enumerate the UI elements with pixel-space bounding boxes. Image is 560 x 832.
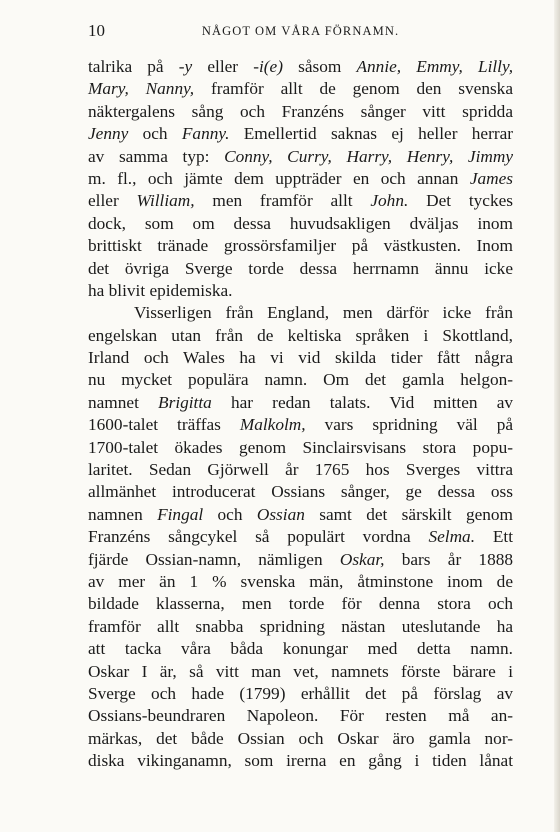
text-segment: allmänhet introducerat Ossians sånger, ge dessa oss — [88, 482, 513, 502]
text-segment: Oskar I är, så vitt man vet, namnets förste bärare i — [88, 661, 513, 681]
text-line — [88, 616, 513, 638]
text-segment: eller — [88, 191, 137, 211]
text-line — [88, 638, 513, 660]
text-segment: laritet. Sedan Gjörwell år 1765 hos Sverges vittra — [88, 460, 513, 480]
italic-text: Oskar, — [339, 549, 385, 569]
text-line — [88, 56, 513, 78]
italic-text: -i(e) — [253, 57, 283, 76]
text-segment: Ossians-beundraren Napoleon. För resten må an- — [88, 706, 513, 726]
italic-text: Selma. — [428, 527, 476, 547]
text-segment: brittiskt tränade grossörsfamiljer på västkusten. Inom — [88, 236, 513, 256]
text-segment: samt det särskilt genom — [304, 504, 513, 524]
text-line — [88, 481, 513, 503]
page-header — [88, 21, 513, 47]
italic-text: -y — [178, 57, 193, 76]
text-segment: bildade klasserna, men torde för denna stora och — [88, 594, 513, 614]
text-line — [88, 571, 513, 593]
italic-text: Annie, Emmy, Lilly, — [356, 57, 514, 76]
text-line — [88, 325, 513, 347]
text-segment: Det tyckes — [408, 191, 513, 211]
text-line — [88, 347, 513, 369]
text-segment: fjärde Ossian-namn, nämligen — [88, 549, 340, 569]
text-segment: vars spridning väl på — [305, 415, 513, 435]
text-line — [88, 437, 513, 459]
page-edge — [554, 0, 560, 832]
text-line — [88, 661, 513, 683]
text-segment: talrika på — [88, 57, 179, 76]
text-line — [88, 280, 513, 302]
italic-text: Jenny — [88, 124, 129, 144]
text-segment: m. fl., och jämte dem uppträder en och annan — [88, 168, 470, 188]
text-segment: Ett — [475, 527, 513, 547]
text-line — [88, 168, 513, 190]
text-line — [88, 683, 513, 705]
text-segment: av samma typ: — [88, 146, 225, 166]
text-line — [88, 369, 513, 391]
italic-text: Conny, Curry, Harry, Henry, Jimmy — [224, 146, 514, 166]
text-segment: eller — [192, 57, 254, 76]
text-line — [88, 213, 513, 235]
text-segment: 1600-talet träffas — [88, 415, 240, 435]
running-title: NÅGOT OM VÅRA FÖRNAMN. — [201, 24, 400, 38]
text-segment: Visserligen från England, men därför icke från — [134, 303, 513, 323]
text-segment: namnen — [88, 504, 158, 524]
text-line — [88, 258, 513, 280]
text-line — [88, 549, 513, 571]
italic-text: Fanny. — [181, 124, 230, 144]
text-line — [88, 459, 513, 481]
page-number: 10 — [88, 21, 105, 40]
italic-text: James — [469, 168, 513, 188]
text-line — [88, 146, 513, 168]
text-segment: har redan talats. Vid mitten av — [211, 392, 514, 412]
text-segment: Irland och Wales ha vi vid skilda tider fått några — [88, 348, 513, 368]
text-segment: Emellertid saknas ej heller herrar — [229, 124, 514, 144]
text-segment: engelskan utan från de keltiska språken i Skottland, — [88, 325, 513, 345]
italic-text: Ossian — [256, 504, 305, 524]
text-segment: och — [128, 124, 182, 144]
text-segment: och — [203, 504, 257, 524]
text-line — [88, 123, 513, 145]
text-segment: namnet — [88, 392, 159, 412]
text-segment: det övriga Sverge torde dessa herrnamn ännu icke — [88, 258, 513, 278]
text-segment: av mer än 1 % svenska män, åtminstone inom de — [88, 571, 513, 591]
text-segment: framför allt de genom den svenska — [194, 79, 513, 99]
text-line — [88, 526, 513, 548]
text-line — [88, 750, 513, 772]
italic-text: Mary, Nanny, — [88, 79, 195, 99]
text-segment: nu mycket populära namn. Om det gamla helgon- — [88, 370, 513, 390]
text-line — [88, 101, 513, 123]
text-segment: diska vikinganamn, som irerna en gång i tiden lånat — [88, 751, 513, 771]
text-line — [88, 78, 513, 100]
text-segment: dock, som om dessa huvudsakligen dväljas inom — [88, 213, 513, 233]
text-line — [88, 728, 513, 750]
text-line — [88, 235, 513, 257]
text-line — [88, 705, 513, 727]
italic-text: John. — [370, 191, 409, 211]
text-segment: men framför allt — [194, 191, 371, 211]
text-segment: framför allt snabba spridning nästan uteslutande ha — [88, 616, 513, 636]
text-segment: 1700-talet ökades genom Sinclairsvisans stora popu- — [88, 437, 513, 457]
text-line — [88, 392, 513, 414]
body-text — [88, 56, 513, 773]
text-segment: märkas, det både Ossian och Oskar äro gamla nor- — [88, 728, 513, 748]
text-line — [88, 593, 513, 615]
text-segment: Franzéns sångcykel så populärt vordna — [88, 527, 429, 547]
italic-text: Fingal — [157, 504, 204, 524]
text-line — [88, 504, 513, 526]
text-line — [88, 414, 513, 436]
text-segment: såsom — [282, 57, 357, 76]
text-line — [88, 302, 513, 324]
text-line — [88, 190, 513, 212]
text-segment: näktergalens sång och Franzéns sånger vitt spridda — [88, 101, 513, 121]
italic-text: Brigitta — [158, 392, 212, 412]
text-segment: ha blivit epidemiska. — [88, 280, 233, 300]
italic-text: William, — [136, 191, 195, 211]
italic-text: Malkolm, — [239, 415, 306, 435]
text-segment: Sverge och hade (1799) erhållit det på förslag av — [88, 683, 513, 703]
text-segment: att tacka våra båda konungar med detta namn. — [88, 639, 513, 659]
text-segment: bars år 1888 — [384, 549, 513, 569]
